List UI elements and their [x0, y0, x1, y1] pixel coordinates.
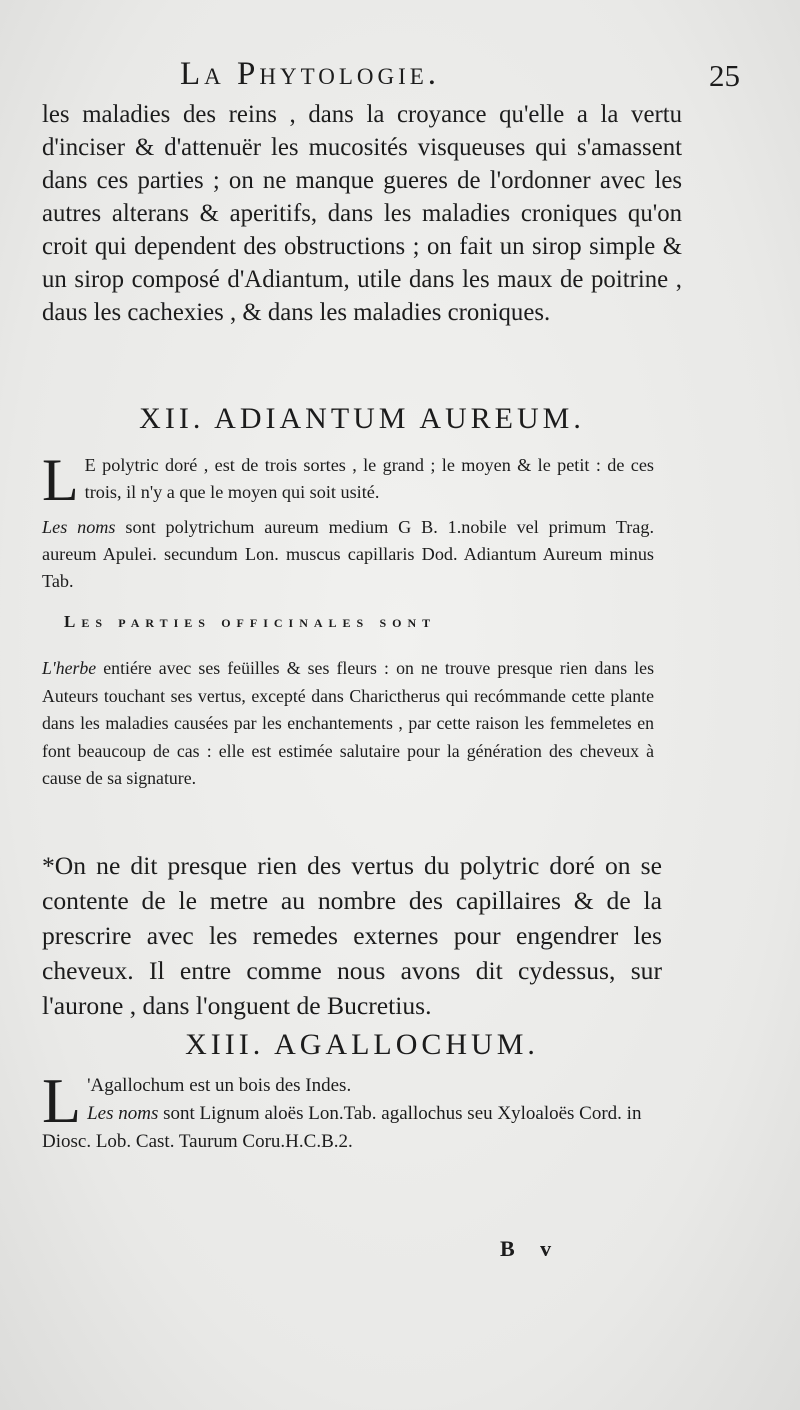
section-xii-intro-text: E polytric doré , est de trois sortes , le grand ; le moyen & le petit : de ces trois, il n'y a que le moyen qui soit usité.	[84, 455, 654, 502]
section-heading-xii: XII. ADIANTUM AUREUM.	[139, 402, 585, 435]
herb-label: L'herbe	[42, 658, 97, 678]
running-title: La Phytologie.	[180, 56, 441, 92]
section-xiii-intro-text: 'Agallochum est un bois des Indes.	[87, 1075, 352, 1096]
names-label: Les noms	[87, 1103, 159, 1124]
section-heading-xiii: XIII. AGALLOCHUM.	[185, 1028, 539, 1061]
section-xii-intro	[42, 447, 654, 513]
drop-cap: L	[42, 447, 79, 513]
drop-cap: L	[42, 1065, 82, 1136]
section-xii-note: *On ne dit presque rien des vertus du polytric doré on se contente de le metre au nombre des capillaires & de la prescrire avec les remedes externes pour engendrer les cheveux. Il entre comme nous avons dit cydessus, sur l'aurone , dans l'onguent de Bucretius.	[42, 851, 662, 1020]
names-label: Les noms	[42, 517, 116, 537]
paragraph-continued: les maladies des reins , dans la croyance qu'elle a la vertu d'inciser & d'attenuër les mucosités visqueuses qui s'amassent dans ces parties ; on ne manque gueres de l'ordonner avec les autres alterans & aperitifs, dans les maladies croniques qu'on croit qui dependent des obstructions ; on fait un sirop simple & un sirop composé d'Adiantum, utile dans les maux de poitrine , daus les cachexies , & dans les maladies croniques.	[42, 101, 682, 326]
section-xiii-intro	[42, 1065, 662, 1156]
section-xii-herb	[42, 655, 654, 793]
parts-heading: Les parties officinales sont	[64, 612, 437, 631]
names-text: sont polytrichum aureum medium G B. 1.nobile vel primum Trag. aureum Apulei. secundum Lon. muscus capillaris Dod. Adiantum Aureum minus Tab.	[42, 517, 654, 591]
page-number: 25	[709, 58, 740, 93]
page-header	[40, 56, 760, 100]
names-text: sont Lignum aloës Lon.Tab. agallochus seu Xyloaloës Cord. in Diosc. Lob. Cast. Taurum Coru.H.C.B.2.	[42, 1103, 642, 1152]
herb-text: entiére avec ses feüilles & ses fleurs : on ne trouve presque rien dans les Auteurs touchant ses vertus, excepté dans Charictherus qui recómmande cette plante dans les maladies causées par les enchantements , par cette raison les femmeletes en font beaucoup de cas : elle est estimée salutaire pour la génération des cheveux à cause de sa signature.	[42, 658, 654, 788]
section-xii-names	[42, 514, 654, 595]
catchword: B v	[500, 1236, 562, 1261]
